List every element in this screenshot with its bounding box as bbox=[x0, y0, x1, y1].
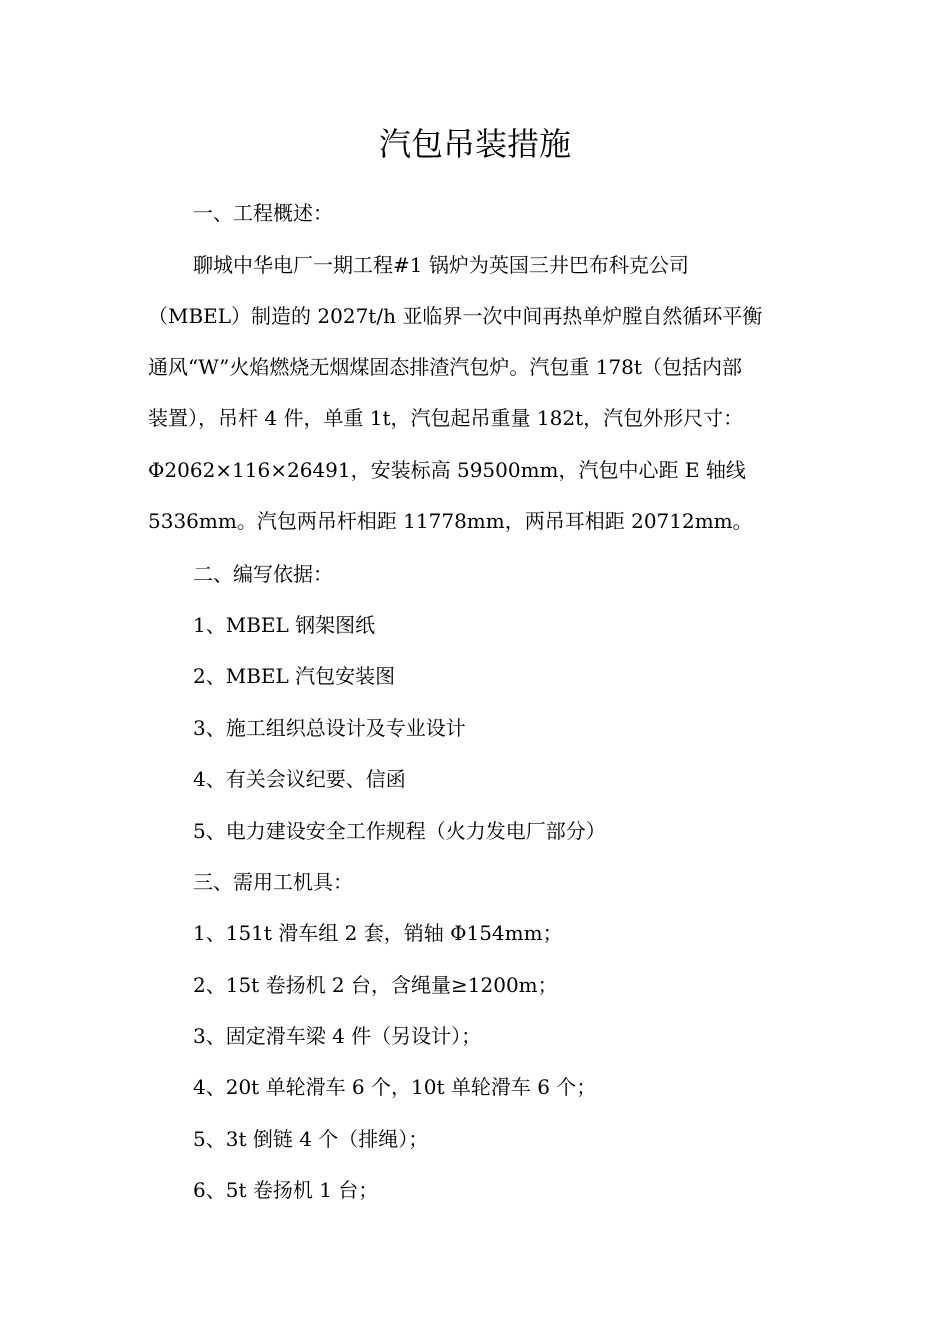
list-item: 2、MBEL 汽包安装图 bbox=[193, 664, 396, 688]
list-item: 1、151t 滑车组 2 套，销轴 Φ154mm； bbox=[193, 921, 563, 945]
paragraph-line: 通风“W”火焰燃烧无烟煤固态排渣汽包炉。汽包重 178t（包括内部 bbox=[148, 355, 742, 379]
list-item: 3、固定滑车梁 4 件（另设计）； bbox=[193, 1024, 482, 1048]
list-item: 5、电力建设安全工作规程（火力发电厂部分） bbox=[193, 819, 606, 843]
paragraph-line: Φ2062×116×26491，安装标高 59500mm，汽包中心距 E 轴线 bbox=[148, 458, 746, 482]
list-item: 1、MBEL 钢架图纸 bbox=[193, 613, 376, 637]
section-heading-basis: 二、编写依据： bbox=[193, 562, 333, 586]
paragraph-line: 聊城中华电厂一期工程#1 锅炉为英国三井巴布科克公司 bbox=[193, 253, 689, 277]
list-item: 2、15t 卷扬机 2 台，含绳量≥1200m； bbox=[193, 973, 558, 997]
list-item: 5、3t 倒链 4 个（排绳）； bbox=[193, 1127, 429, 1151]
document-title: 汽包吊装措施 bbox=[378, 125, 571, 163]
list-item: 4、20t 单轮滑车 6 个，10t 单轮滑车 6 个； bbox=[193, 1075, 597, 1099]
paragraph-line: （MBEL）制造的 2027t/h 亚临界一次中间再热单炉膛自然循环平衡 bbox=[148, 304, 763, 328]
list-item: 3、施工组织总设计及专业设计 bbox=[193, 716, 466, 740]
paragraph-line: 5336mm。汽包两吊杆相距 11778mm，两吊耳相距 20712mm。 bbox=[148, 509, 753, 533]
list-item: 6、5t 卷扬机 1 台； bbox=[193, 1178, 379, 1202]
list-item: 4、有关会议纪要、信函 bbox=[193, 767, 406, 791]
section-heading-overview: 一、工程概述： bbox=[193, 201, 333, 225]
paragraph-line: 装置），吊杆 4 件，单重 1t，汽包起吊重量 182t，汽包外形尺寸： bbox=[148, 406, 744, 430]
section-heading-tools: 三、需用工机具： bbox=[193, 870, 353, 894]
